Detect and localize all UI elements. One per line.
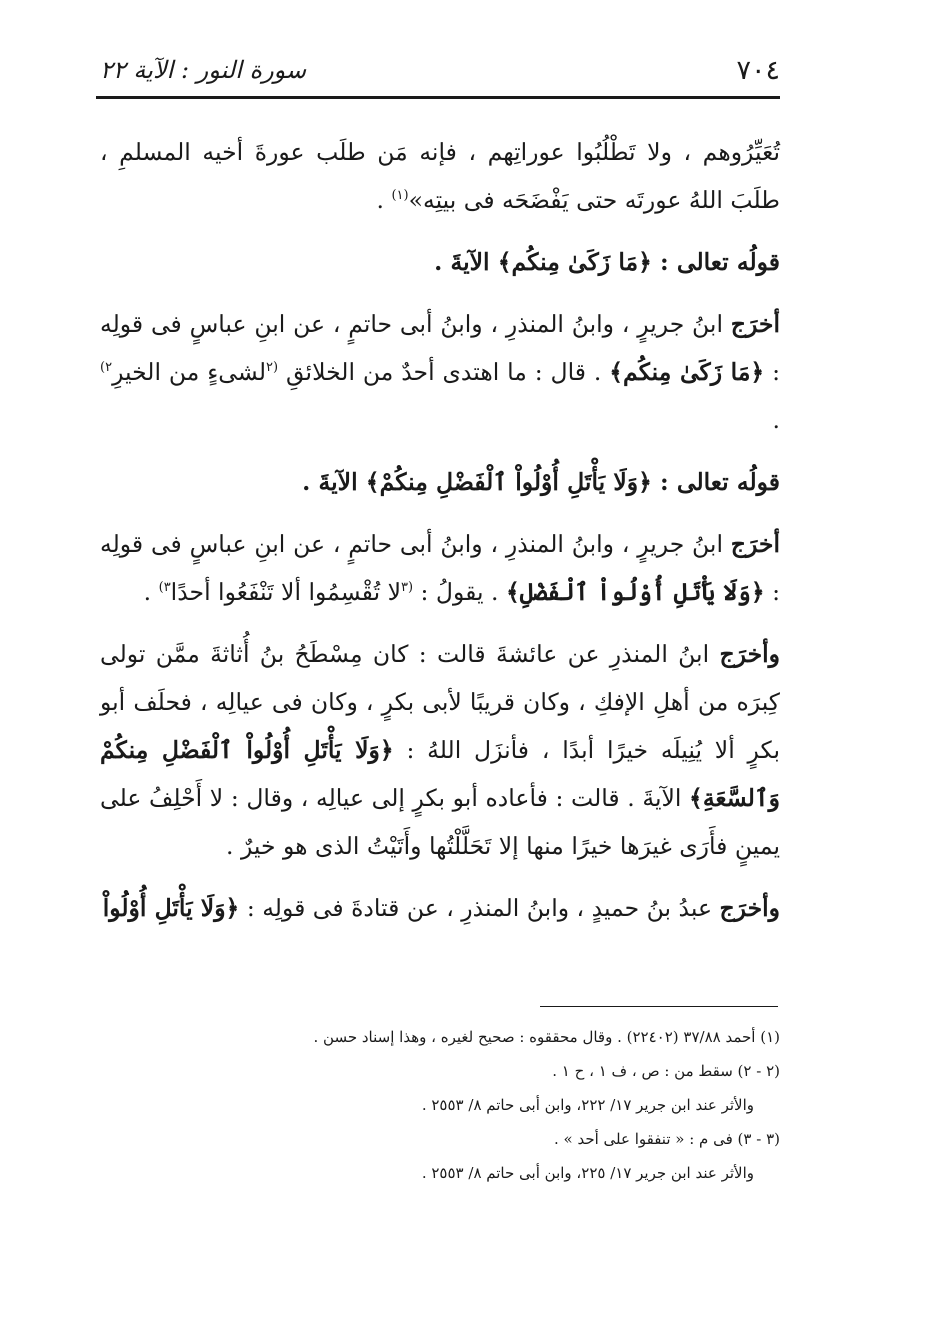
footnote-3: (٣ - ٣) فى م : « تنفقوا على أحد » . — [553, 1130, 780, 1148]
paragraph-text: ابنُ جريرٍ ، وابنُ المنذرِ ، وابنُ أبى حاتمٍ ، عن ابنِ عباسٍ فى قولِه : — [100, 310, 780, 386]
footnote-ref-3-open: (٣ — [400, 580, 414, 596]
footnote-2: (٢ - ٢) سقط من : ص ، ف ١ ، ح ١ . — [552, 1062, 780, 1080]
verse-heading-1 — [100, 238, 780, 286]
quran-verse: ﴿مَا زَكَىٰ مِنكُم﴾ — [497, 248, 652, 276]
narration-keyword: أخرَج — [730, 310, 780, 338]
quran-verse: ﴿وَلَا يَأْتَلِ أُوْلُواْ ٱلْفَضْلِ مِنكُمْ﴾ — [365, 468, 652, 496]
paragraph-end: . — [772, 406, 780, 434]
page-header — [100, 50, 780, 90]
verse-heading-2 — [100, 458, 780, 506]
paragraph-text: ابنُ جريرٍ ، وابنُ المنذرِ ، وابنُ أبى حاتمٍ ، عن ابنِ عباسٍ فى قولِه : — [100, 530, 780, 606]
footnote-ref-2-open: (٢ — [266, 360, 279, 376]
narration-keyword: وأخرَج — [719, 640, 780, 668]
paragraph-aisha — [100, 630, 780, 870]
footnote-1: (١) أحمد ٣٧/٨٨ (٢٢٤٠٢) . وقال محققوه : صحيح لغيره ، وهذا إسناد حسن . — [313, 1028, 780, 1046]
heading-prefix: قولُه تعالى : — [651, 468, 780, 496]
footnotes — [120, 1026, 780, 1196]
paragraph-text: لشىءٍ من الخيرِ — [112, 358, 266, 386]
paragraph-ibn-abbas-2 — [100, 520, 780, 616]
footnote-ref-1: (١) — [391, 188, 409, 204]
paragraph-text: ابنُ المنذرِ عن عائشةَ قالت : كان مِسْطَحُ بنُ أُثاثةَ ممَّن تولى كِبرَه من أهلِ الإفكِ ، وكان قريبًا لأبى بكرٍ ، وكان فى عيالِه ، فحلَف أبو بكرٍ ألا يُنِيلَه خيرًا أبدًا ، فأنزَل اللهُ : — [100, 640, 781, 764]
narration-keyword: أخرَج — [730, 530, 780, 558]
paragraph-hadith-end — [100, 128, 780, 224]
page-number: ٧٠٤ — [736, 54, 780, 86]
footnote-ref-3-close: ٣) — [158, 580, 171, 596]
paragraph-text: . قال : ما اهتدى أحدٌ من الخلائقِ — [278, 358, 610, 386]
footnote-2-source: والأثر عند ابن جرير ١٧/ ٢٢٢، وابن أبى حاتم ٨/ ٢٥٥٣ . — [421, 1096, 754, 1114]
quran-verse: ﴿وَلَا يَأْتَلِ أُوْلُواْ ٱلْفَضْلِ مِنكُمْ وَٱلسَّعَةِ﴾ — [100, 736, 780, 812]
paragraph-end: . — [376, 186, 392, 214]
paragraph-text: لا تُقْسِمُوا ألا تَنْفَعُوا أحدًا — [170, 578, 401, 606]
paragraph-ibn-abbas-1 — [100, 300, 780, 444]
footnote-3-source: والأثر عند ابن جرير ١٧/ ٢٢٥، وابن أبى حاتم ٨/ ٢٥٥٣ . — [421, 1164, 754, 1182]
paragraph-text: عبدُ بنُ حميدٍ ، وابنُ المنذرِ ، عن قتادةَ فى قولِه : — [239, 894, 720, 922]
quran-verse: ﴿مَا زَكَىٰ مِنكُم﴾ — [609, 358, 765, 386]
header-rule — [96, 96, 780, 99]
paragraph-text: . يقولُ : — [413, 578, 506, 606]
quran-verse: ﴿وَلَا يَأْتَلِ أُوْلُواْ ٱلْفَضْلِ﴾ — [505, 578, 765, 606]
paragraph-qatada — [100, 884, 780, 932]
heading-suffix: الآيةَ . — [302, 468, 366, 496]
main-text — [100, 128, 780, 942]
footnote-ref-2-close: ٢) — [100, 360, 113, 376]
heading-prefix: قولُه تعالى : — [651, 248, 780, 276]
paragraph-end: . — [143, 578, 159, 606]
narration-keyword: وأخرَج — [719, 894, 780, 922]
paragraph-text: الآيةَ . قالت : فأعاده أبو بكرٍ إلى عيالِه ، وقال : لا أَحْلِفُ على يمينٍ فأَرَى غيرَها خيرًا منها إلا تَحَلَّلْتُها وأَتَيْتُ الذى هو خيرٌ . — [100, 784, 780, 860]
quran-verse: ﴿وَلَا يَأْتَلِ أُوْلُواْ — [102, 894, 240, 922]
paragraph-text: تُعَيِّرُوهم ، ولا تَطْلُبُوا عوراتِهم ، فإنه مَن طلَب عورةَ أخيه المسلمِ ، طلَبَ اللهُ عورتَه حتى يَفْضَحَه فى بيتِه» — [100, 138, 780, 214]
footnote-rule — [540, 1006, 778, 1007]
heading-suffix: الآيةَ . — [434, 248, 498, 276]
running-title: سورة النور : الآية ٢٢ — [100, 56, 307, 84]
